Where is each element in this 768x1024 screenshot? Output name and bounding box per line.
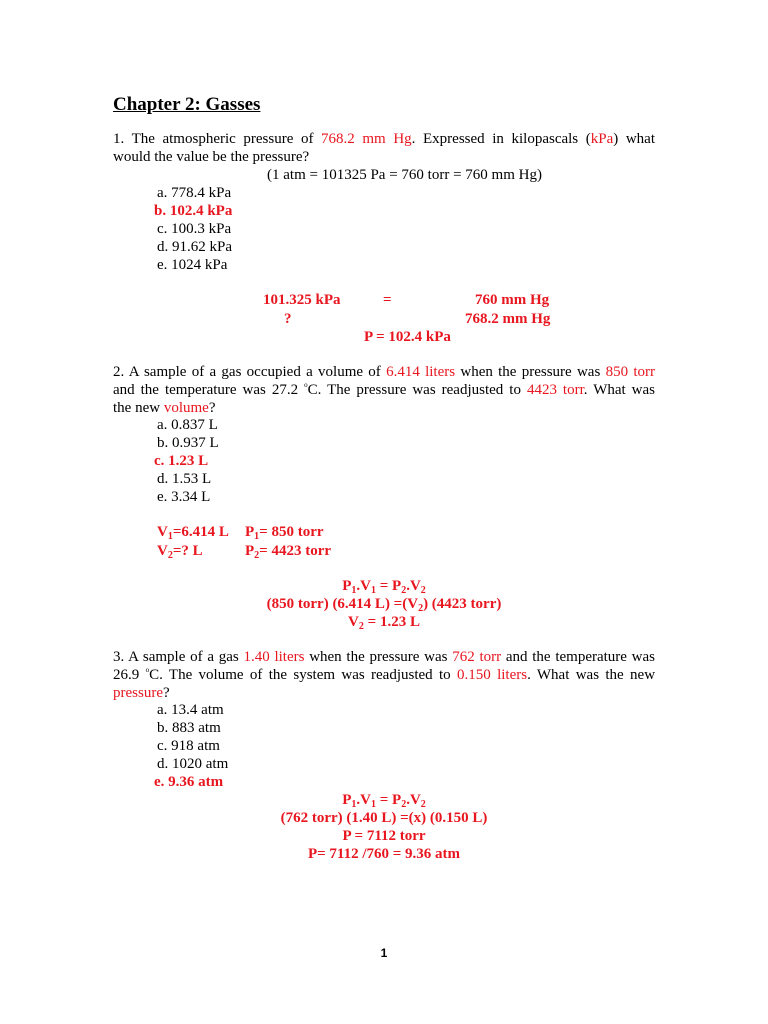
q3-option-e-correct: e. 9.36 atm: [154, 774, 224, 790]
question-2-text: 2. A sample of a gas occupied a volume of 6.414 liters when the pressure was 850 torr and the temperature was 27.2 $^o$C. The pressure was readjusted to 4423 torr. What was the new volume?: [113, 364, 656, 416]
q1-solution-mmhg: 760 mm Hg: [475, 292, 550, 308]
q1-solution-kpa: 101.325 kPa: [263, 292, 341, 308]
q2-option-d: d. 1.53 L: [157, 471, 212, 487]
q1-option-a: a. 778.4 kPa: [157, 185, 232, 201]
q3-equation-pressure-atm: P= 7112 /760 = 9.36 atm: [307, 846, 461, 862]
q3-option-d: d. 1020 atm: [157, 756, 229, 772]
q2-option-a: a. 0.837 L: [157, 417, 218, 433]
page-number: 1: [380, 946, 388, 960]
question-1-text: 1. The atmospheric pressure of 768.2 mm Hg. Expressed in kilopascals (kPa) what would the value be the pressure?: [113, 131, 655, 165]
q3-option-b: b. 883 atm: [157, 720, 221, 736]
q2-var-p1: $P_1= 850$ torr: [245, 524, 324, 542]
q2-equation-result: $V_2 = 1.23$ L: [348, 614, 420, 632]
q3-equation-pressure-torr: P = 7112 torr: [342, 828, 426, 844]
q2-var-v1: $V_1=6.414$ L: [157, 524, 229, 542]
q1-option-d: d. 91.62 kPa: [157, 239, 232, 255]
q2-option-c-correct: c. 1.23 L: [154, 453, 209, 469]
q1-option-b-correct: b. 102.4 kPa: [154, 203, 233, 219]
q3-option-c: c. 918 atm: [157, 738, 220, 754]
q1-solution-equals: =: [383, 292, 392, 308]
page-title: Chapter 2: Gasses: [113, 94, 261, 115]
q1-solution-result: P = 102.4 kPa: [364, 329, 451, 345]
q3-option-a: a. 13.4 atm: [157, 702, 224, 718]
q2-equation-substituted: (850 torr) (6.414 $L) =(V_2)$ (4423 torr): [266, 596, 502, 614]
q1-option-e: e. 1024 kPa: [157, 257, 228, 273]
q2-option-e: e. 3.34 L: [157, 489, 211, 505]
conversion-note: (1 atm = 101325 Pa = 760 torr = 760 mm Hg): [267, 167, 542, 183]
question-3-text: 3. A sample of a gas 1.40 liters when the pressure was 762 torr and the temperature was 26.9 $^o$C. The volume of the system was readjusted to 0.150 liters. What was the new pressure?: [113, 649, 656, 701]
q2-var-v2: $V_2=$? L: [157, 543, 203, 561]
q1-solution-unknown: ?: [284, 311, 292, 327]
q3-equation-substituted: (762 torr) (1.40 L) =(x) (0.150 L): [280, 810, 488, 826]
q2-equation-boyle: $P_1.V_1 = P_2.V_2$: [342, 578, 426, 596]
q2-option-b: b. 0.937 L: [157, 435, 219, 451]
q2-var-p2: $P_2= 4423$ torr: [245, 543, 332, 561]
q3-equation-boyle: $P_1.V_1 = P_2.V_2$: [342, 792, 426, 810]
q1-solution-mmhg-given: 768.2 mm Hg: [465, 311, 551, 327]
q1-option-c: c. 100.3 kPa: [157, 221, 232, 237]
